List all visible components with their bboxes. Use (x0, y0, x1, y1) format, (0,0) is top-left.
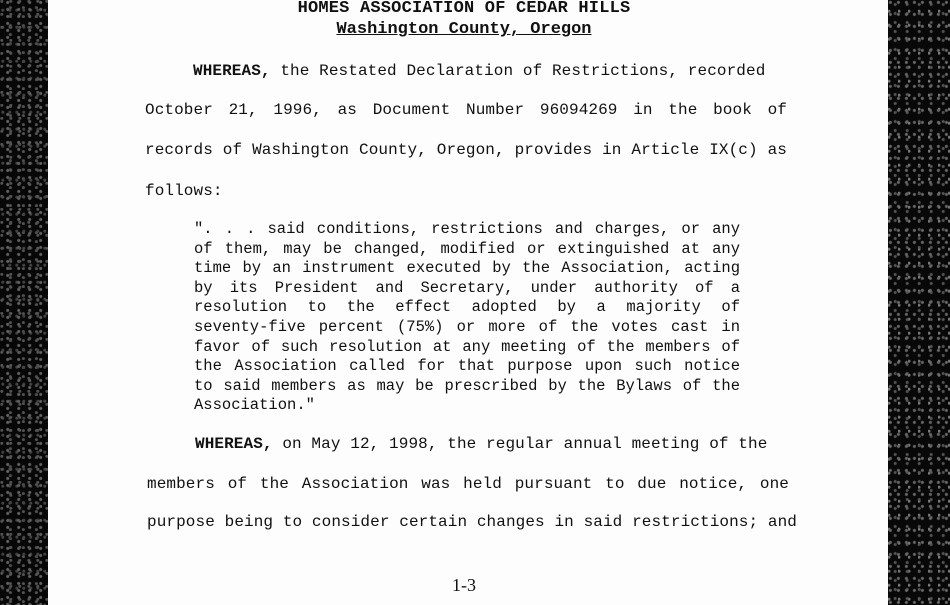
quoted-article (194, 220, 740, 416)
quote-line: time by an instrument executed by the Association, acting (194, 259, 740, 278)
para2-line3: purpose being to consider certain changes in said restrictions; and (147, 513, 798, 531)
document-title: HOMES ASSOCIATION OF CEDAR HILLS (297, 0, 631, 18)
scan-border-left (0, 0, 48, 605)
para2-line1-text: on May 12, 1998, the regular annual meeting of the (272, 435, 768, 453)
quote-line: of them, may be changed, modified or extinguished at any (194, 239, 740, 258)
quote-line: Association." (194, 396, 315, 415)
para1-line3: records of Washington County, Oregon, provides in Article IX(c) as (145, 141, 787, 159)
quote-line: seventy-five percent (75%) or more of the votes cast in (194, 317, 740, 336)
para1-line2: October 21, 1996, as Document Number 96094269 in the book of (145, 101, 787, 119)
document-subtitle: Washington County, Oregon (336, 20, 592, 39)
para1-line4: follows: (145, 182, 223, 200)
quote-line: resolution to the effect adopted by a majority of (194, 298, 740, 317)
page-number: 1-3 (452, 575, 476, 595)
quote-line: the Association called for that purpose upon such notice (194, 357, 740, 376)
para1-line1-text: the Restated Declaration of Restrictions, recorded (270, 62, 766, 80)
para2-line1 (195, 435, 789, 453)
para2-keyword: WHEREAS, (195, 435, 273, 453)
quote-line: to said members as may be prescribed by the Bylaws of the (194, 376, 740, 395)
document-page (48, 0, 888, 605)
para2-line2: members of the Association was held pursuant to due notice, one (147, 475, 789, 493)
para1-keyword: WHEREAS, (193, 62, 271, 80)
para1-line1 (193, 62, 787, 80)
quote-line: by its President and Secretary, under authority of a (194, 278, 740, 297)
scan-border-right (888, 0, 950, 605)
quote-line: ". . . said conditions, restrictions and charges, or any (194, 220, 740, 238)
quote-line: favor of such resolution at any meeting of the members of (194, 337, 740, 356)
